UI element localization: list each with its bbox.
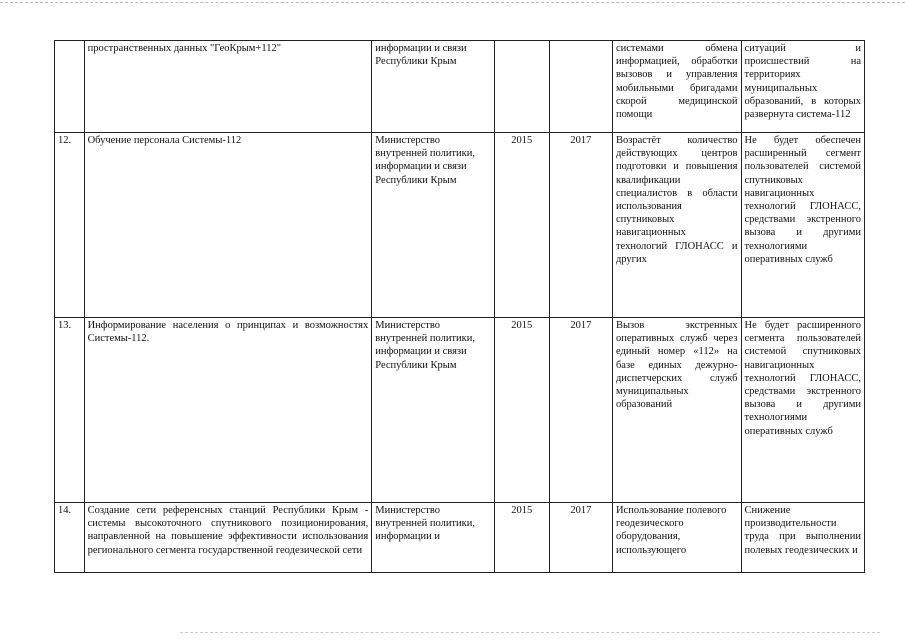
page-bottom-edge — [180, 632, 880, 633]
table-row — [55, 503, 865, 573]
measure-name-cell: пространственных данных "ГеоКрым+112" — [84, 41, 372, 133]
executor-cell: информации и связи Республики Крым — [372, 41, 494, 133]
start-year-cell: 2015 — [494, 503, 549, 573]
start-year-cell: 2015 — [494, 318, 549, 503]
consequence-cell: ситуаций и происшествий на территориях муниципальных образований, в которых развернута система-112 — [741, 41, 865, 133]
consequence-cell: Не будет обеспечен расширенный сегмент пользователей системой спутниковых навигационных технологий ГЛОНАСС, средствами экстренного вызова и другими технологиями оперативных служб — [741, 133, 865, 318]
row-number-cell: 14. — [55, 503, 85, 573]
consequence-cell: Не будет расширенного сегмента пользователей системой спутниковых навигационных технологий ГЛОНАСС, средствами экстренного вызова и другими технологиями оперативных служб — [741, 318, 865, 503]
expected-result-cell: Возрастёт количество действующих центров подготовки и повышения квалификации специалистов в области использования спутниковых навигационных технологий ГЛОНАСС и других — [612, 133, 741, 318]
executor-cell: Министерство внутренней политики, информации и — [372, 503, 494, 573]
measure-name-cell: Создание сети референсных станций Республики Крым - системы высокоточного спутникового позиционирования, направленной на повышение эффективности использования регионального сегмента государственной геодезической сети — [84, 503, 372, 573]
measure-name-cell: Обучение персонала Системы-112 — [84, 133, 372, 318]
row-number-cell: 12. — [55, 133, 85, 318]
start-year-cell: 2015 — [494, 133, 549, 318]
table-row — [55, 41, 865, 133]
program-measures-table — [54, 40, 865, 573]
end-year-cell: 2017 — [549, 133, 612, 318]
row-number-cell — [55, 41, 85, 133]
row-number-cell: 13. — [55, 318, 85, 503]
executor-cell: Министерство внутренней политики, информации и связи Республики Крым — [372, 133, 494, 318]
expected-result-cell: Использование полевого геодезического оборудования, использующего — [612, 503, 741, 573]
start-year-cell — [494, 41, 549, 133]
end-year-cell: 2017 — [549, 318, 612, 503]
end-year-cell — [549, 41, 612, 133]
executor-cell: Министерство внутренней политики, информации и связи Республики Крым — [372, 318, 494, 503]
end-year-cell: 2017 — [549, 503, 612, 573]
table-row — [55, 318, 865, 503]
page-top-edge — [0, 2, 905, 3]
table-row — [55, 133, 865, 318]
expected-result-cell: Вызов экстренных оперативных служб через единый номер «112» на базе единых дежурно-диспетчерских служб муниципальных образований — [612, 318, 741, 503]
measure-name-cell: Информирование населения о принципах и возможностях Системы-112. — [84, 318, 372, 503]
expected-result-cell: системами обмена информацией, обработки вызовов и управления мобильными бригадами скорой медицинской помощи — [612, 41, 741, 133]
consequence-cell: Снижение производительности труда при выполнении полевых геодезических и — [741, 503, 865, 573]
